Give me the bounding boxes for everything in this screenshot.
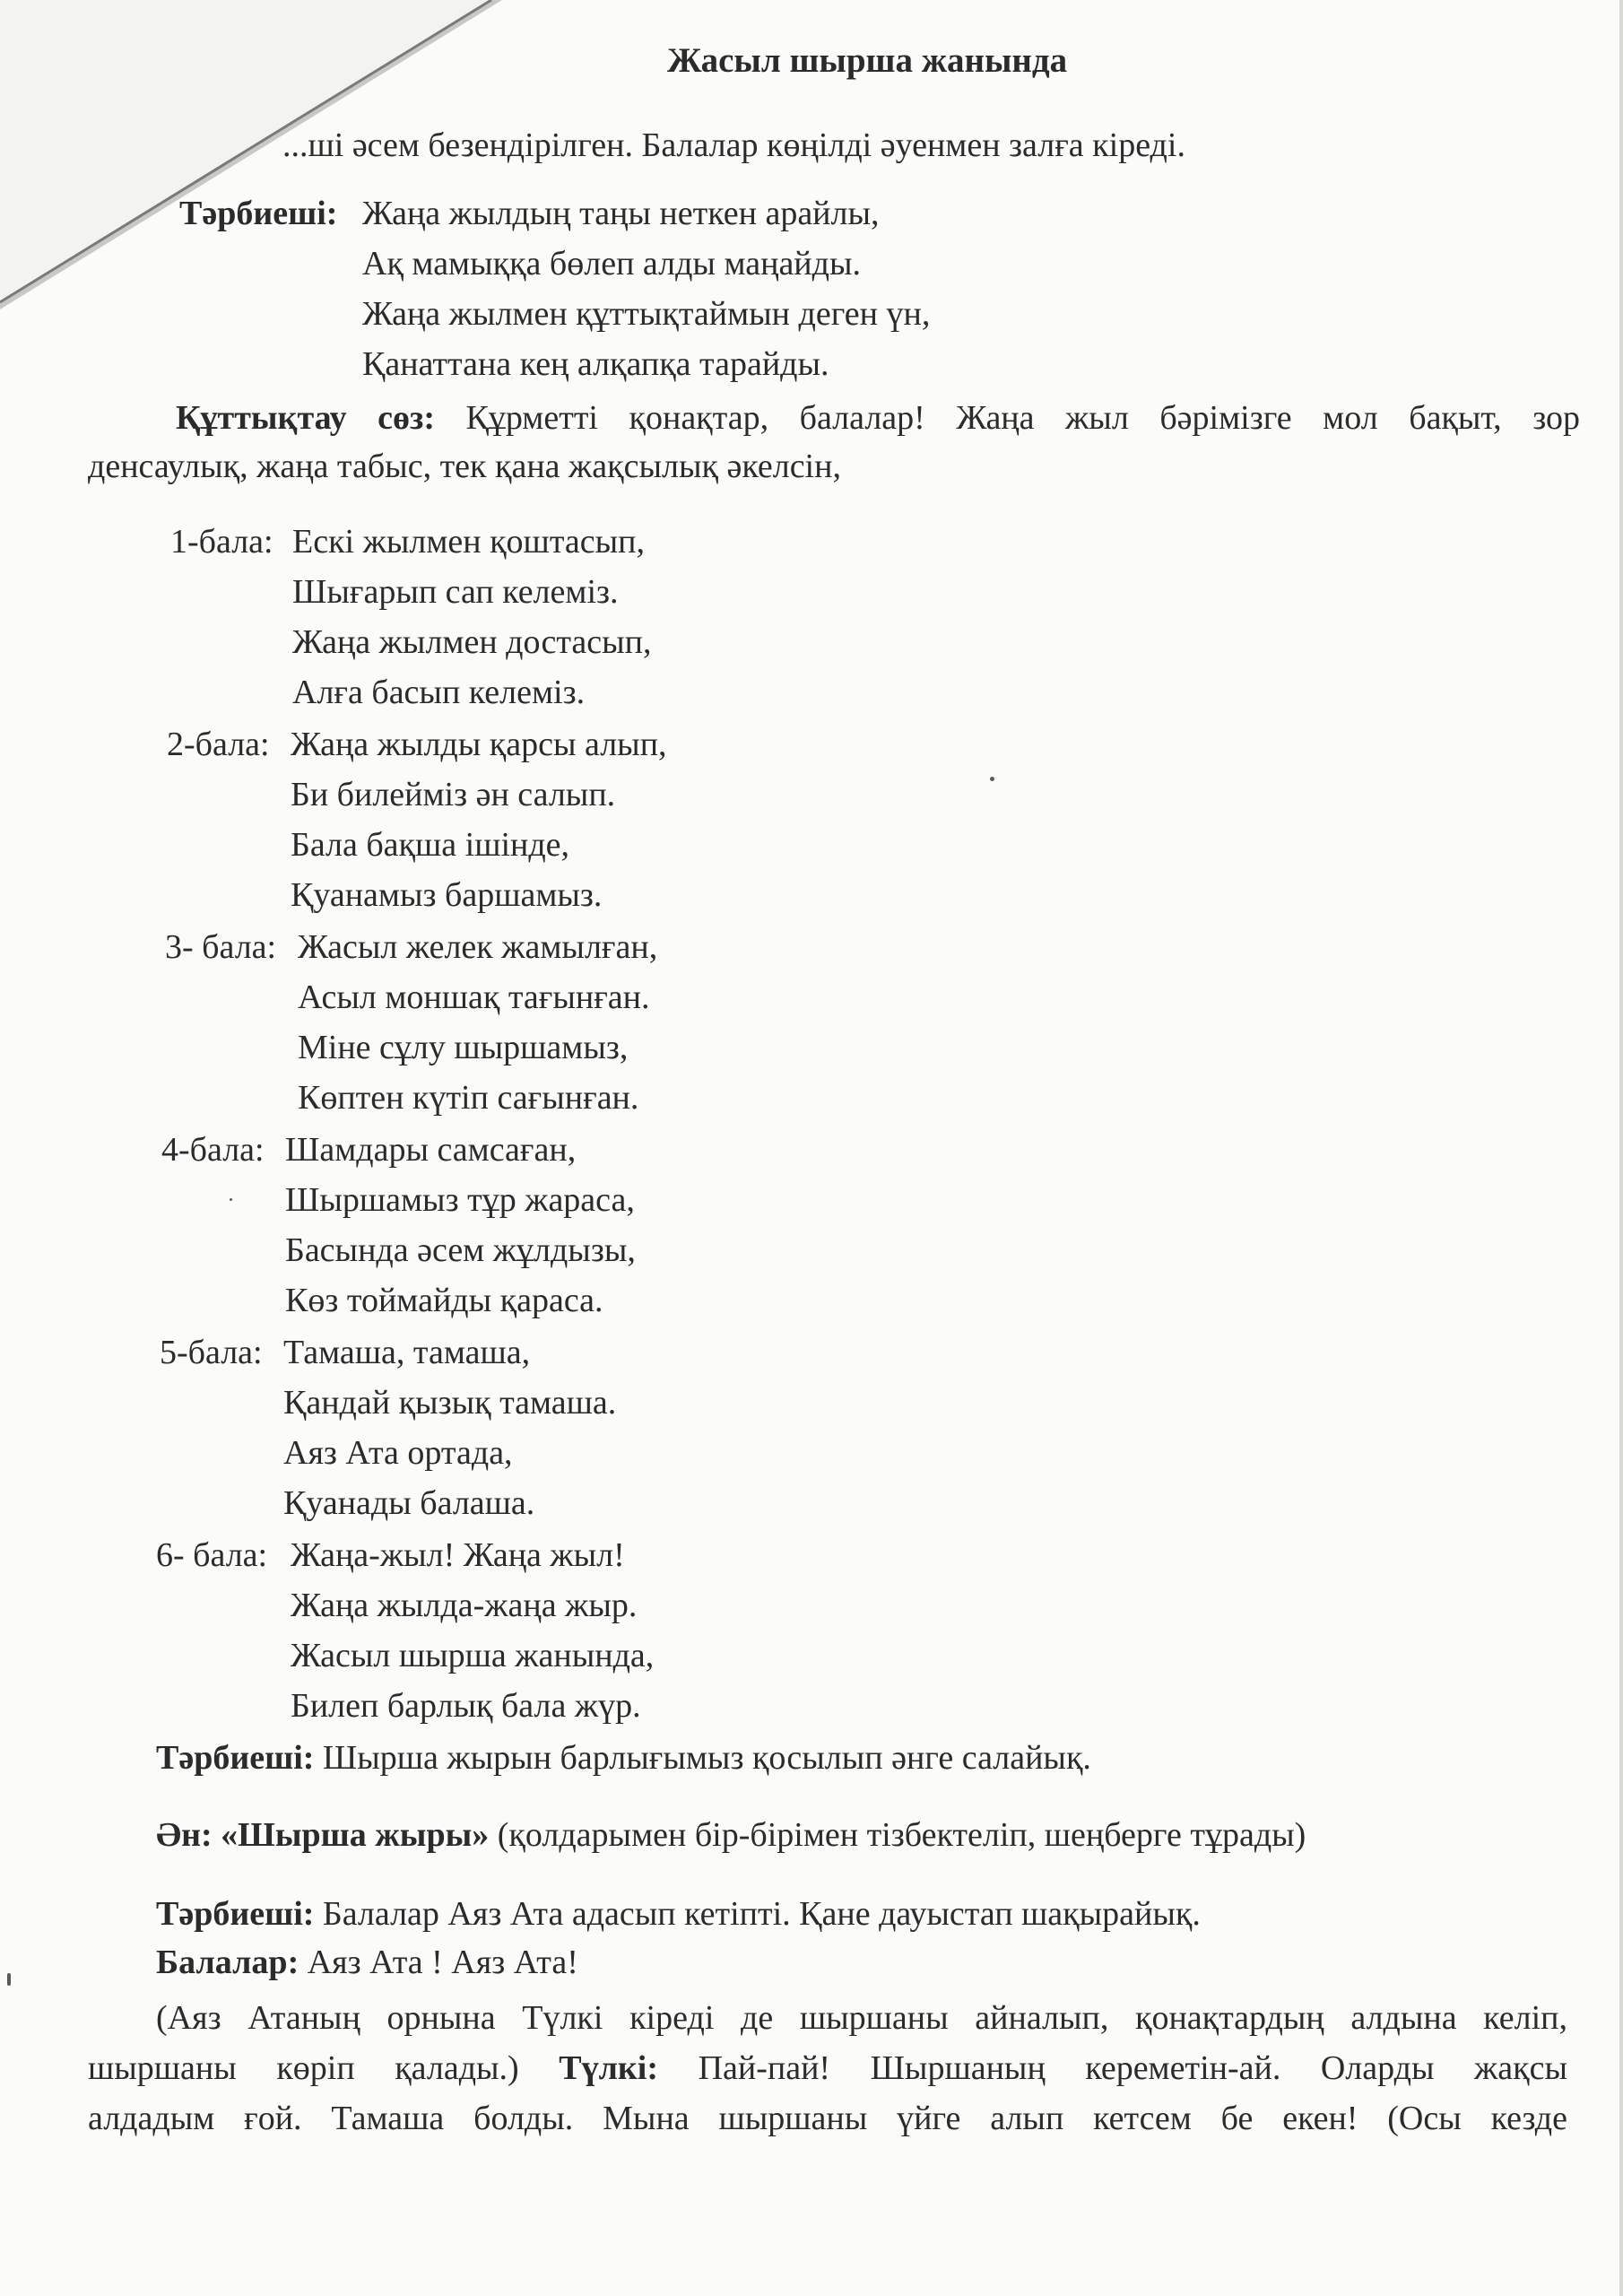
child-4-line: Көз тоймайды қараса.	[285, 1282, 603, 1319]
song-line	[156, 1813, 1306, 1857]
children-line-text: Аяз Ата ! Аяз Ата!	[307, 1944, 578, 1981]
child-4-speaker: 4-бала:	[161, 1131, 265, 1169]
child-6-line: Билеп барлық бала жүр.	[291, 1687, 641, 1725]
children-speaker: Балалар:	[156, 1944, 299, 1981]
narration-line-3: алдадым ғой. Тамаша болды. Мына шыршаны үйге алып кетсем бе екен! (Осы кезде	[88, 2100, 1567, 2137]
narration-line-2-post: Пай-пай! Шыршаның кереметін-ай. Оларды жақсы	[698, 2049, 1567, 2087]
child-6-line: Жаңа-жыл! Жаңа жыл!	[291, 1536, 625, 1574]
scan-speck	[990, 777, 994, 781]
child-6-line: Жаңа жылда-жаңа жыр.	[291, 1587, 638, 1624]
child-1-line: Ескі жылмен қоштасып,	[292, 523, 645, 561]
teacher-poem-line: Қанаттана кең алқапқа тарайды.	[362, 345, 829, 383]
child-1-line: Шығарып сап келеміз.	[292, 573, 619, 611]
child-5-speaker: 5-бала:	[160, 1334, 263, 1371]
child-1-speaker: 1-бала:	[170, 523, 273, 561]
greeting-paragraph	[176, 396, 1580, 439]
child-2-line: Қуанамыз баршамыз.	[291, 876, 603, 914]
page-right-edge	[1619, 0, 1623, 2296]
greeting-label: Құттықтау сөз:	[176, 399, 435, 437]
narration-line-2-pre: шыршаны көріп қалады.)	[88, 2049, 519, 2087]
child-3-line: Көптен күтіп сағынған.	[298, 1079, 639, 1117]
greeting-line-1: Құрметті қонақтар, балалар! Жаңа жыл бәрімізге мол бақыт, зор	[465, 399, 1580, 437]
narration-line-2	[88, 2047, 1567, 2090]
greeting-line-2: денсаулық, жаңа табыс, тек қана жақсылық әкелсін,	[88, 448, 841, 485]
teacher-poem-line: Ақ мамыққа бөлеп алды маңайды.	[362, 245, 862, 283]
teacher-line-2-text: Шырша жырын барлығымыз қосылып әнге салайық.	[322, 1739, 1091, 1777]
fox-speaker: Түлкі:	[559, 2049, 659, 2087]
child-5-line: Тамаша, тамаша,	[283, 1334, 531, 1371]
page-title: Жасыл шырша жанында	[667, 41, 1068, 80]
teacher-speaker-1: Тәрбиеші:	[179, 195, 338, 232]
child-3-line: Асыл моншақ тағынған.	[298, 978, 650, 1016]
child-2-line: Жаңа жылды қарсы алып,	[291, 726, 667, 763]
child-3-speaker: 3- бала:	[165, 928, 277, 966]
teacher-poem-line: Жаңа жылмен құттықтаймын деген үн,	[362, 295, 931, 333]
child-6-line: Жасыл шырша жанында,	[291, 1637, 655, 1674]
teacher-line-3	[156, 1892, 1201, 1935]
teacher-speaker-3: Тәрбиеші:	[156, 1895, 315, 1933]
child-4-line: Шыршамыз тұр жараса,	[285, 1181, 635, 1219]
child-1-line: Алға басып келеміз.	[292, 674, 586, 711]
child-5-line: Қандай қызық тамаша.	[283, 1384, 617, 1422]
intro-text: ...ші әсем безендірілген. Балалар көңілді әуенмен залға кіреді.	[282, 126, 1185, 164]
child-2-speaker: 2-бала:	[167, 726, 270, 763]
child-6-speaker: 6- бала:	[156, 1536, 268, 1574]
scan-speck	[7, 1973, 11, 1986]
child-5-line: Қуанады балаша.	[283, 1484, 535, 1522]
teacher-line-3-text: Балалар Аяз Ата адасып кетіпті. Қане дауыстап шақырайық.	[322, 1895, 1201, 1933]
teacher-speaker-2: Тәрбиеші:	[156, 1739, 315, 1777]
child-3-line: Міне сұлу шыршамыз,	[298, 1029, 629, 1066]
teacher-poem-line: Жаңа жылдың таңы неткен арайлы,	[362, 195, 880, 232]
children-line	[156, 1941, 578, 1984]
child-4-line: Басында әсем жұлдызы,	[285, 1231, 636, 1269]
child-2-line: Бала бақша ішінде,	[291, 826, 570, 864]
narration-line-1: (Аяз Атаның орнына Түлкі кіреді де шыршаны айналып, қонақтардың алдына келіп,	[156, 1999, 1567, 2037]
child-4-line: Шамдары самсаған,	[285, 1131, 577, 1169]
child-3-line: Жасыл желек жамылған,	[298, 928, 658, 966]
child-5-line: Аяз Ата ортада,	[283, 1434, 513, 1472]
child-1-line: Жаңа жылмен достасып,	[292, 623, 652, 661]
song-label: Ән: «Шырша жыры»	[156, 1816, 490, 1854]
song-note: (қолдарымен бір-бірімен тізбектеліп, шеңберге тұрады)	[497, 1816, 1306, 1854]
child-2-line: Би билейміз ән салып.	[291, 776, 616, 813]
scan-speck	[230, 1198, 232, 1201]
teacher-line-2	[156, 1736, 1091, 1779]
